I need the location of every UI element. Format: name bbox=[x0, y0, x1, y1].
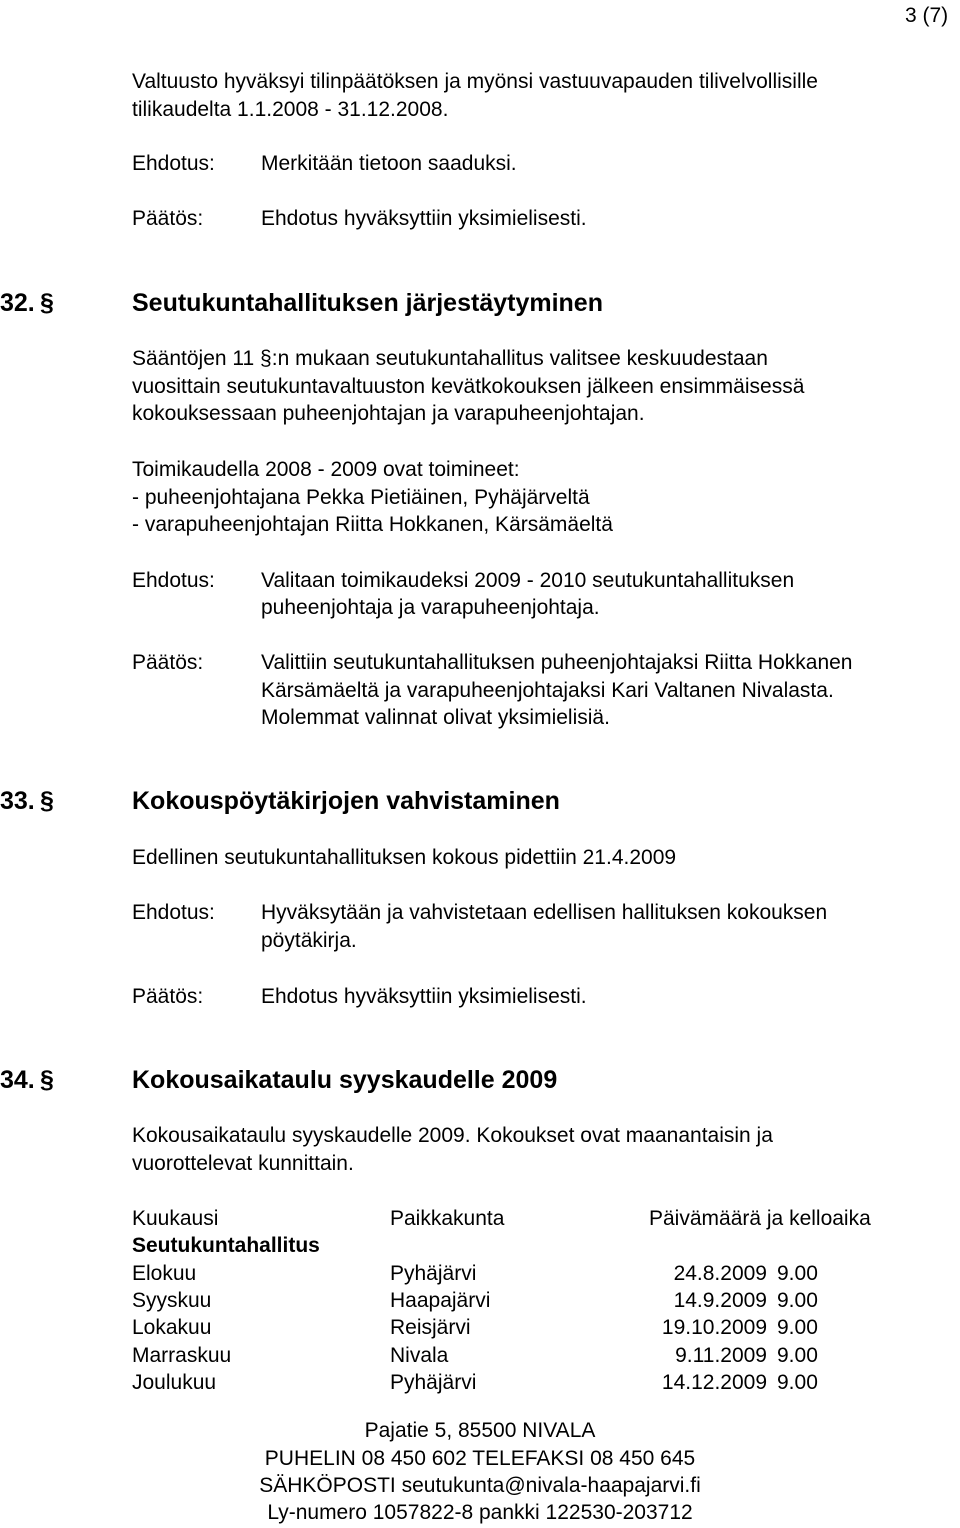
row-time: 9.00 bbox=[777, 1371, 818, 1394]
section-33-number: 33. bbox=[0, 787, 35, 815]
row-month: Joulukuu bbox=[132, 1371, 217, 1394]
intro-proposal-text: Merkitään tietoon saaduksi. bbox=[261, 152, 517, 175]
section-32-para2-line-3: - varapuheenjohtajan Riitta Hokkanen, Kärsämäeltä bbox=[132, 513, 613, 536]
section-33-proposal-line-1: Hyväksytään ja vahvistetaan edellisen hallituksen kokouksen bbox=[261, 901, 828, 924]
section-32-decision-label: Päätös: bbox=[132, 651, 204, 674]
row-month: Syyskuu bbox=[132, 1289, 212, 1312]
row-date: 14.12.2009 bbox=[661, 1371, 767, 1394]
intro-proposal-label: Ehdotus: bbox=[132, 152, 215, 175]
section-32-para2-line-2: - puheenjohtajana Pekka Pietiäinen, Pyhäjärveltä bbox=[132, 486, 590, 509]
section-33-decision-label: Päätös: bbox=[132, 985, 204, 1008]
section-32-proposal-line-1: Valitaan toimikaudeksi 2009 - 2010 seutukuntahallituksen bbox=[261, 569, 795, 592]
section-32-number: 32. bbox=[0, 289, 35, 317]
footer-email: SÄHKÖPOSTI seutukunta@nivala-haapajarvi.fi bbox=[259, 1474, 701, 1497]
section-33-decision-text: Ehdotus hyväksyttiin yksimielisesti. bbox=[261, 985, 587, 1008]
section-32-title: Seutukuntahallituksen järjestäytyminen bbox=[132, 289, 603, 317]
footer-bank: Ly-numero 1057822-8 pankki 122530-203712 bbox=[267, 1501, 693, 1524]
row-month: Lokakuu bbox=[132, 1316, 212, 1339]
section-32-para1-line-2: vuosittain seutukuntavaltuuston kevätkokouksen jälkeen ensimmäisessä bbox=[132, 375, 805, 398]
intro-decision-text: Ehdotus hyväksyttiin yksimielisesti. bbox=[261, 207, 587, 230]
table-header-place: Paikkakunta bbox=[390, 1207, 505, 1230]
section-34-para-line-2: vuorottelevat kunnittain. bbox=[132, 1152, 354, 1175]
row-place: Pyhäjärvi bbox=[390, 1371, 477, 1394]
section-33-title: Kokouspöytäkirjojen vahvistaminen bbox=[132, 787, 560, 815]
section-34-title: Kokousaikataulu syyskaudelle 2009 bbox=[132, 1066, 558, 1094]
row-time: 9.00 bbox=[777, 1344, 818, 1367]
section-32-para2-line-1: Toimikaudella 2008 - 2009 ovat toimineet: bbox=[132, 458, 520, 481]
row-time: 9.00 bbox=[777, 1262, 818, 1285]
section-33-para: Edellinen seutukuntahallituksen kokous pidettiin 21.4.2009 bbox=[132, 846, 677, 869]
table-header-month: Kuukausi bbox=[132, 1207, 219, 1230]
table-subheader: Seutukuntahallitus bbox=[132, 1234, 320, 1257]
row-place: Pyhäjärvi bbox=[390, 1262, 477, 1285]
row-time: 9.00 bbox=[777, 1316, 818, 1339]
section-33-sign: § bbox=[40, 787, 54, 815]
section-33-proposal-line-2: pöytäkirja. bbox=[261, 929, 357, 952]
row-place: Haapajärvi bbox=[390, 1289, 491, 1312]
section-32-decision-line-2: Kärsämäeltä ja varapuheenjohtajaksi Kari Valtanen Nivalasta. bbox=[261, 679, 834, 702]
row-date: 14.9.2009 bbox=[673, 1289, 767, 1312]
section-32-para1-line-1: Sääntöjen 11 §:n mukaan seutukuntahallitus valitsee keskuudestaan bbox=[132, 347, 768, 370]
section-32-proposal-label: Ehdotus: bbox=[132, 569, 215, 592]
section-32-decision-line-3: Molemmat valinnat olivat yksimielisiä. bbox=[261, 706, 610, 729]
footer-phone: PUHELIN 08 450 602 TELEFAKSI 08 450 645 bbox=[264, 1447, 696, 1470]
row-date: 9.11.2009 bbox=[675, 1344, 767, 1367]
section-33-proposal-label: Ehdotus: bbox=[132, 901, 215, 924]
table-header-date-time: Päivämäärä ja kelloaika bbox=[649, 1207, 871, 1230]
section-32-sign: § bbox=[40, 289, 54, 317]
section-32-para1-line-3: kokouksessaan puheenjohtajan ja varapuheenjohtajan. bbox=[132, 402, 645, 425]
page-number: 3 (7) bbox=[905, 4, 949, 27]
section-34-number: 34. bbox=[0, 1066, 35, 1094]
row-month: Marraskuu bbox=[132, 1344, 232, 1367]
section-34-sign: § bbox=[40, 1066, 54, 1094]
row-time: 9.00 bbox=[777, 1289, 818, 1312]
intro-line-2: tilikaudelta 1.1.2008 - 31.12.2008. bbox=[132, 98, 449, 121]
row-month: Elokuu bbox=[132, 1262, 197, 1285]
row-date: 24.8.2009 bbox=[673, 1262, 767, 1285]
footer-address: Pajatie 5, 85500 NIVALA bbox=[364, 1419, 596, 1442]
section-32-proposal-line-2: puheenjohtaja ja varapuheenjohtaja. bbox=[261, 596, 600, 619]
row-place: Reisjärvi bbox=[390, 1316, 471, 1339]
intro-decision-label: Päätös: bbox=[132, 207, 204, 230]
row-date: 19.10.2009 bbox=[661, 1316, 767, 1339]
section-34-para-line-1: Kokousaikataulu syyskaudelle 2009. Kokoukset ovat maanantaisin ja bbox=[132, 1124, 773, 1147]
intro-line-1: Valtuusto hyväksyi tilinpäätöksen ja myönsi vastuuvapauden tilivelvollisille bbox=[132, 70, 818, 93]
row-place: Nivala bbox=[390, 1344, 449, 1367]
section-32-decision-line-1: Valittiin seutukuntahallituksen puheenjohtajaksi Riitta Hokkanen bbox=[261, 651, 853, 674]
